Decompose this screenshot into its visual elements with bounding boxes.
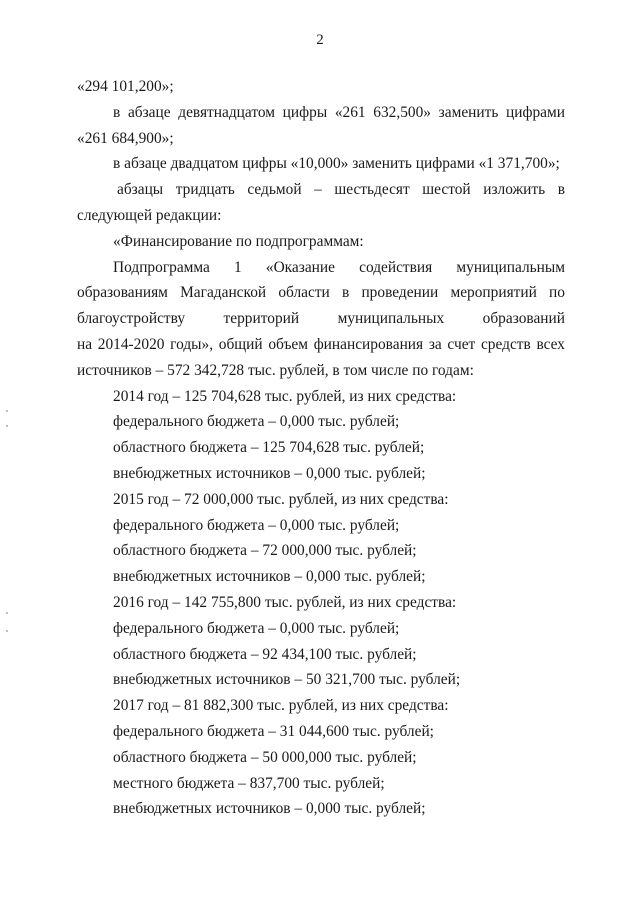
text-line: на 2014-2020 годы», общий объем финансирования за счет средств всех [77, 335, 565, 353]
text-line: «294 101,200»; [77, 78, 174, 95]
text-line: федерального бюджета – 0,000 тыс. рублей; [113, 413, 400, 431]
document-body [77, 74, 565, 822]
text-line: в абзаце двадцатом цифры «10,000» заменить цифрами «1 371,700»; [113, 155, 560, 173]
text-line: 2014 год – 125 704,628 тыс. рублей, из них средства: [113, 387, 457, 405]
text-line: внебюджетных источников – 50 321,700 тыс. рублей; [113, 671, 461, 689]
text-line: Подпрограмма 1 «Оказание содействия муниципальным [113, 258, 565, 276]
text-line: областного бюджета – 125 704,628 тыс. рублей; [113, 439, 425, 457]
page-number: 2 [316, 32, 324, 48]
text-line: следующей редакции: [77, 206, 222, 224]
scan-artifact-dot [6, 612, 8, 614]
text-line: внебюджетных источников – 0,000 тыс. рублей; [113, 568, 426, 586]
text-line: областного бюджета – 50 000,000 тыс. рублей; [113, 748, 417, 766]
text-line: внебюджетных источников – 0,000 тыс. рублей; [113, 800, 426, 818]
text-line: местного бюджета – 837,700 тыс. рублей; [113, 774, 385, 792]
text-line: источников – 572 342,728 тыс. рублей, в том числе по годам: [77, 361, 474, 379]
scan-artifact-dot [6, 410, 8, 412]
text-line: благоустройству территорий муниципальных образований [77, 310, 565, 328]
text-line: «Финансирование по подпрограммам: [113, 232, 364, 250]
text-line: «261 684,900»; [77, 129, 174, 147]
scan-artifact-dot [6, 425, 8, 427]
text-line: областного бюджета – 72 000,000 тыс. рублей; [113, 542, 417, 560]
text-line: абзацы тридцать седьмой – шестьдесят шестой изложить в [117, 181, 565, 199]
text-line: внебюджетных источников – 0,000 тыс. рублей; [113, 464, 426, 482]
text-line: федерального бюджета – 31 044,600 тыс. рублей; [113, 722, 434, 740]
text-line: 2015 год – 72 000,000 тыс. рублей, из них средства: [113, 490, 449, 508]
text-line: областного бюджета – 92 434,100 тыс. рублей; [113, 645, 417, 663]
text-line: 2017 год – 81 882,300 тыс. рублей, из них средства: [113, 697, 449, 715]
text-line: в абзаце девятнадцатом цифры «261 632,500» заменить цифрами [113, 103, 565, 121]
text-line: 2016 год – 142 755,800 тыс. рублей, из них средства: [113, 593, 457, 611]
text-line: федерального бюджета – 0,000 тыс. рублей; [113, 516, 400, 534]
text-line: образованиям Магаданской области в проведении мероприятий по [77, 284, 565, 302]
scan-artifact-dot [6, 630, 8, 632]
text-line: федерального бюджета – 0,000 тыс. рублей; [113, 619, 400, 637]
